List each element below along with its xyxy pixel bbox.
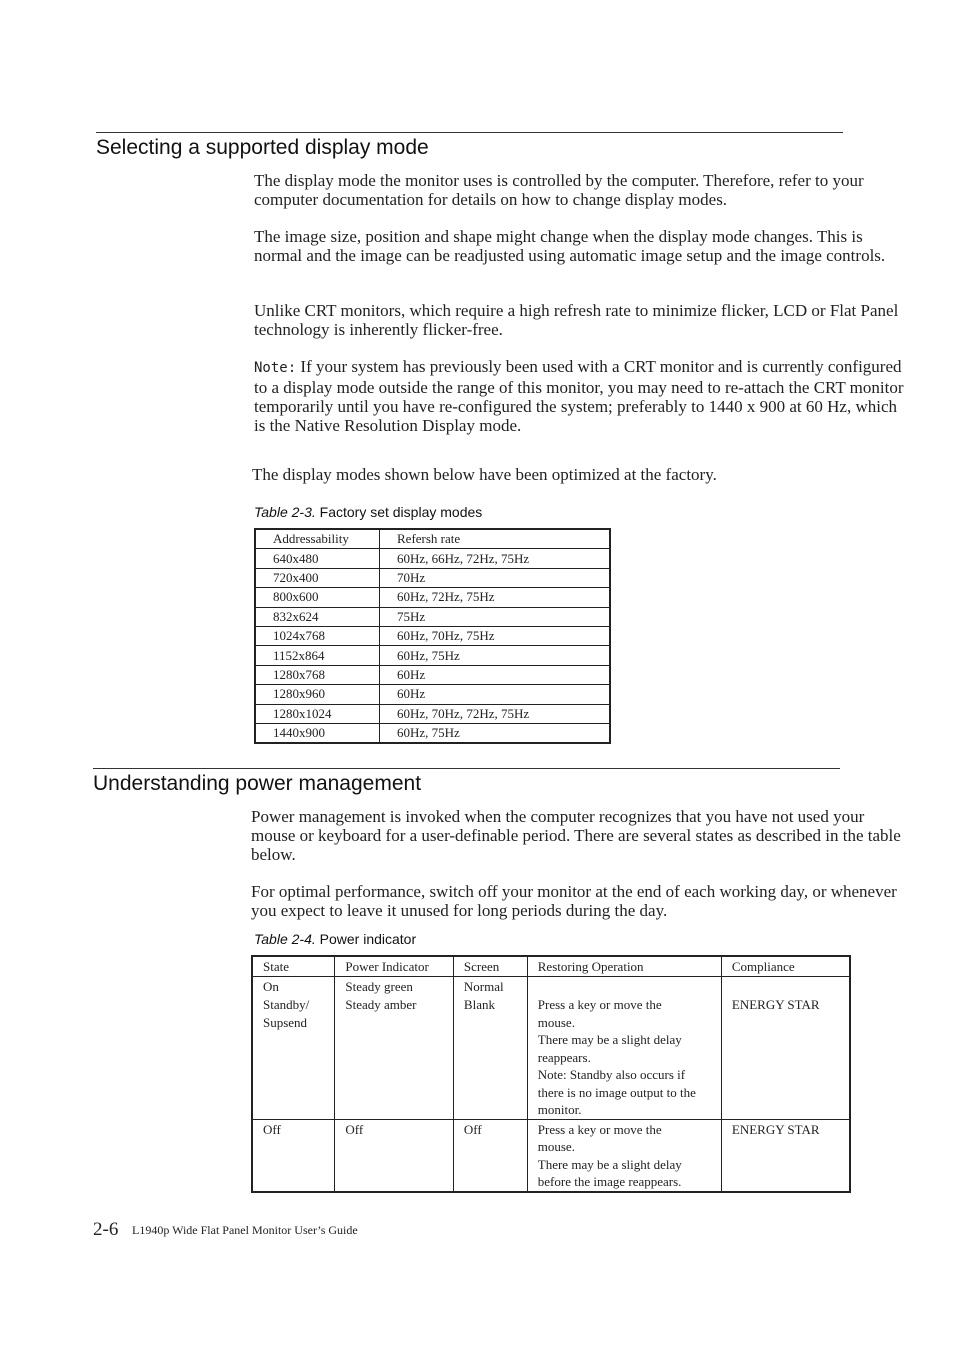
table-cell: Off (453, 1119, 527, 1192)
table-header-cell: Screen (453, 956, 527, 976)
note-paragraph (254, 357, 904, 435)
table-row (252, 976, 850, 995)
table-row (255, 607, 610, 626)
table-cell: 1280x960 (255, 685, 380, 704)
table-header-cell: Addressability (255, 529, 380, 549)
table-row (255, 588, 610, 607)
table-cell: 60Hz, 75Hz (380, 723, 611, 743)
table-cell: On (252, 976, 335, 995)
table-caption (254, 931, 416, 947)
table-row (255, 549, 610, 568)
table-cell: 800x600 (255, 588, 380, 607)
table-row (252, 1119, 850, 1192)
table-cell: 1152x864 (255, 646, 380, 665)
table-cell: Off (252, 1119, 335, 1192)
table-cell: 1280x1024 (255, 704, 380, 723)
table-row (255, 626, 610, 645)
table-caption-label: Table 2-4. (254, 931, 316, 947)
table-caption-text: Power indicator (315, 931, 417, 947)
paragraph: For optimal performance, switch off your monitor at the end of each working day, or whenever you expect to leave it unused for long periods during the day. (251, 882, 897, 920)
section-divider (93, 768, 840, 769)
table-row (255, 646, 610, 665)
table-cell: 60Hz, 70Hz, 75Hz (380, 626, 611, 645)
table-cell: Steady amber (335, 995, 454, 1119)
table-cell: ENERGY STAR (731, 997, 820, 1012)
table-header-row (252, 956, 850, 976)
table-row (255, 665, 610, 684)
paragraph: Unlike CRT monitors, which require a high refresh rate to minimize flicker, LCD or Flat Panel technology is inherently flicker-free. (254, 301, 899, 339)
table-row (255, 704, 610, 723)
table-cell: Normal (453, 976, 527, 995)
table-cell: 70Hz (380, 568, 611, 587)
table-cell: 60Hz, 66Hz, 72Hz, 75Hz (380, 549, 611, 568)
table-cell: 720x400 (255, 568, 380, 587)
table-cell: Off (335, 1119, 454, 1192)
paragraph: Power management is invoked when the computer recognizes that you have not used your mouse or keyboard for a user-definable period. There are several states as described in the table below. (251, 807, 901, 864)
page-number: 2-6 (93, 1219, 119, 1240)
table-row (255, 685, 610, 704)
note-text: If your system has previously been used with a CRT monitor and is currently configured to a display mode outside the range of this monitor, you may need to re-attach the CRT monitor temporarily until you have re-configured the system; preferably to 1440 x 900 at 60 Hz, which is the Native Resolution Display mode. (254, 357, 904, 435)
table-caption-label: Table 2-3. (254, 504, 316, 520)
power-indicator-table (251, 955, 851, 1193)
table-header-row (255, 529, 610, 549)
table-header-cell: State (252, 956, 335, 976)
table-caption (254, 504, 482, 520)
display-modes-table (254, 528, 611, 744)
note-label: Note: (254, 360, 297, 376)
table-cell: Blank (453, 995, 527, 1119)
table-cell: Steady green (335, 976, 454, 995)
table-row (255, 568, 610, 587)
document-title: L1940p Wide Flat Panel Monitor User’s Guide (132, 1223, 358, 1237)
table-cell: 1024x768 (255, 626, 380, 645)
table-header-cell: Compliance (731, 959, 795, 974)
table-row (255, 723, 610, 743)
table-cell: 60Hz, 70Hz, 72Hz, 75Hz (380, 704, 611, 723)
section-divider (96, 132, 843, 133)
table-cell: 75Hz (380, 607, 611, 626)
table-row (252, 995, 850, 1119)
table-caption-text: Factory set display modes (315, 504, 483, 520)
table-cell: ENERGY STAR (721, 1119, 850, 1192)
table-cell: Press a key or move the mouse. There may be a slight delay before the image reappears. (527, 1119, 721, 1192)
section-heading-power-management: Understanding power management (93, 772, 422, 795)
table-cell: 60Hz, 72Hz, 75Hz (380, 588, 611, 607)
section-heading-display-mode: Selecting a supported display mode (96, 136, 429, 159)
table-cell: 640x480 (255, 549, 380, 568)
table-header-cell: Restoring Operation (527, 956, 721, 976)
table-cell: 1280x768 (255, 665, 380, 684)
table-header-cell: Power Indicator (335, 956, 454, 976)
table-cell (527, 976, 721, 995)
table-cell: 1440x900 (255, 723, 380, 743)
table-cell: 60Hz (380, 665, 611, 684)
paragraph: The image size, position and shape might change when the display mode changes. This is normal and the image can be readjusted using automatic image setup and the image controls. (254, 227, 886, 265)
table-cell: Standby/ Supsend (252, 995, 335, 1119)
table-cell: 832x624 (255, 607, 380, 626)
table-cell: Press a key or move the mouse. There may be a slight delay reappears. Note: Standby also occurs if there is no image output to the monitor. (527, 995, 721, 1119)
paragraph: The display mode the monitor uses is controlled by the computer. Therefore, refer to your computer documentation for details on how to change display modes. (254, 171, 864, 209)
paragraph: The display modes shown below have been optimized at the factory. (252, 465, 717, 484)
table-cell (721, 976, 850, 995)
table-header-cell: Refersh rate (397, 531, 461, 547)
table-cell: 60Hz, 75Hz (380, 646, 611, 665)
table-cell: 60Hz (380, 685, 611, 704)
